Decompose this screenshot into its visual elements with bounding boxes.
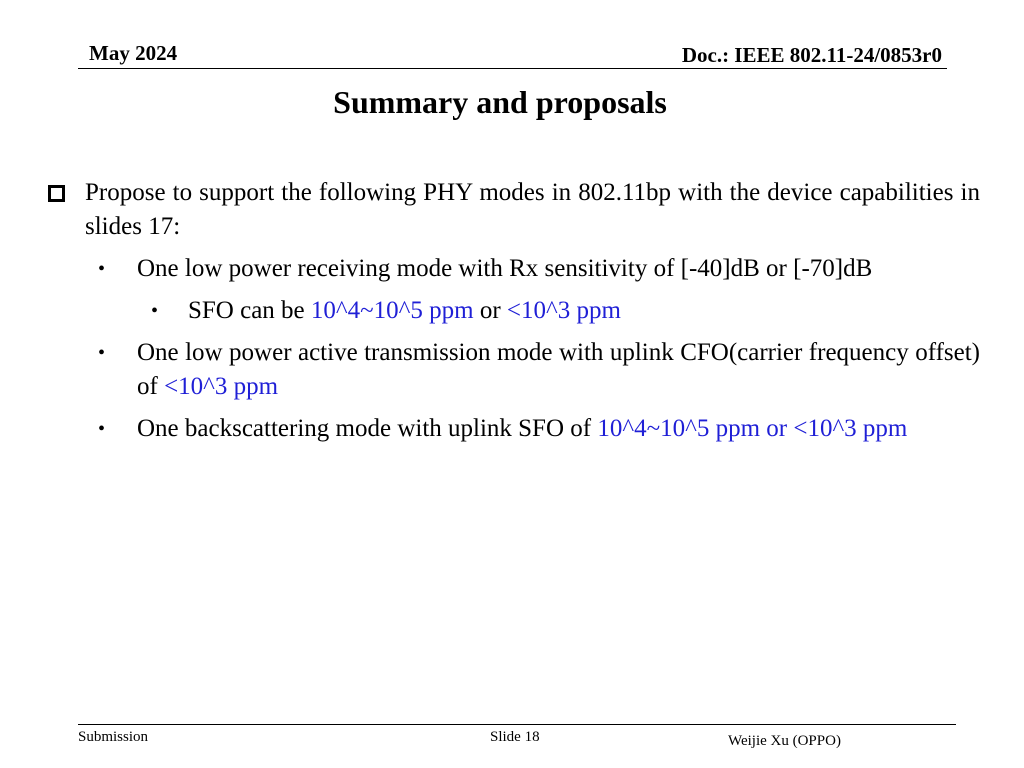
backscattering-sfo-value: 10^4~10^5 ppm or <10^3 ppm	[597, 415, 908, 442]
bullet-dot-icon: •	[151, 300, 159, 322]
sub-bullet-receiving-mode-text: One low power receiving mode with Rx sensitivity of [-40]dB or [-70]dB	[137, 255, 873, 282]
sfo-value-low: <10^3 ppm	[506, 297, 621, 324]
bullet-proposal	[48, 176, 980, 244]
sfo-value-high: 10^4~10^5 ppm	[310, 297, 474, 324]
sub-bullet-receiving-mode	[48, 252, 980, 286]
sub-bullet-active-transmission	[48, 336, 980, 404]
footer-slide-number: Slide 18	[490, 729, 540, 745]
footer-submission: Submission	[78, 729, 149, 745]
sfo-prefix: SFO can be	[188, 297, 311, 324]
footer-author: Weijie Xu (OPPO)	[728, 733, 841, 749]
cfo-value: <10^3 ppm	[164, 373, 279, 400]
slide-title: Summary and proposals	[333, 84, 667, 120]
bullet-dot-icon: •	[98, 342, 106, 364]
bullet-proposal-text: Propose to support the following PHY modes in 802.11bp with the device capabilities in slides 17:	[85, 179, 980, 240]
header-doc-id: Doc.: IEEE 802.11-24/0853r0	[681, 43, 942, 67]
sub-sub-bullet-sfo	[48, 294, 980, 328]
bullet-dot-icon: •	[98, 258, 106, 280]
slide-body	[48, 176, 980, 446]
sfo-middle: or	[473, 297, 507, 324]
square-bullet-icon	[48, 185, 65, 202]
bullet-dot-icon: •	[98, 418, 106, 440]
header-date: May 2024	[89, 41, 178, 65]
footer-divider	[78, 724, 956, 725]
active-transmission-text: One low power active transmission mode with uplink CFO(carrier frequency offset) of	[137, 339, 980, 400]
sub-bullet-backscattering	[48, 412, 980, 446]
backscattering-text: One backscattering mode with uplink SFO of	[137, 415, 598, 442]
header-divider	[78, 68, 947, 69]
